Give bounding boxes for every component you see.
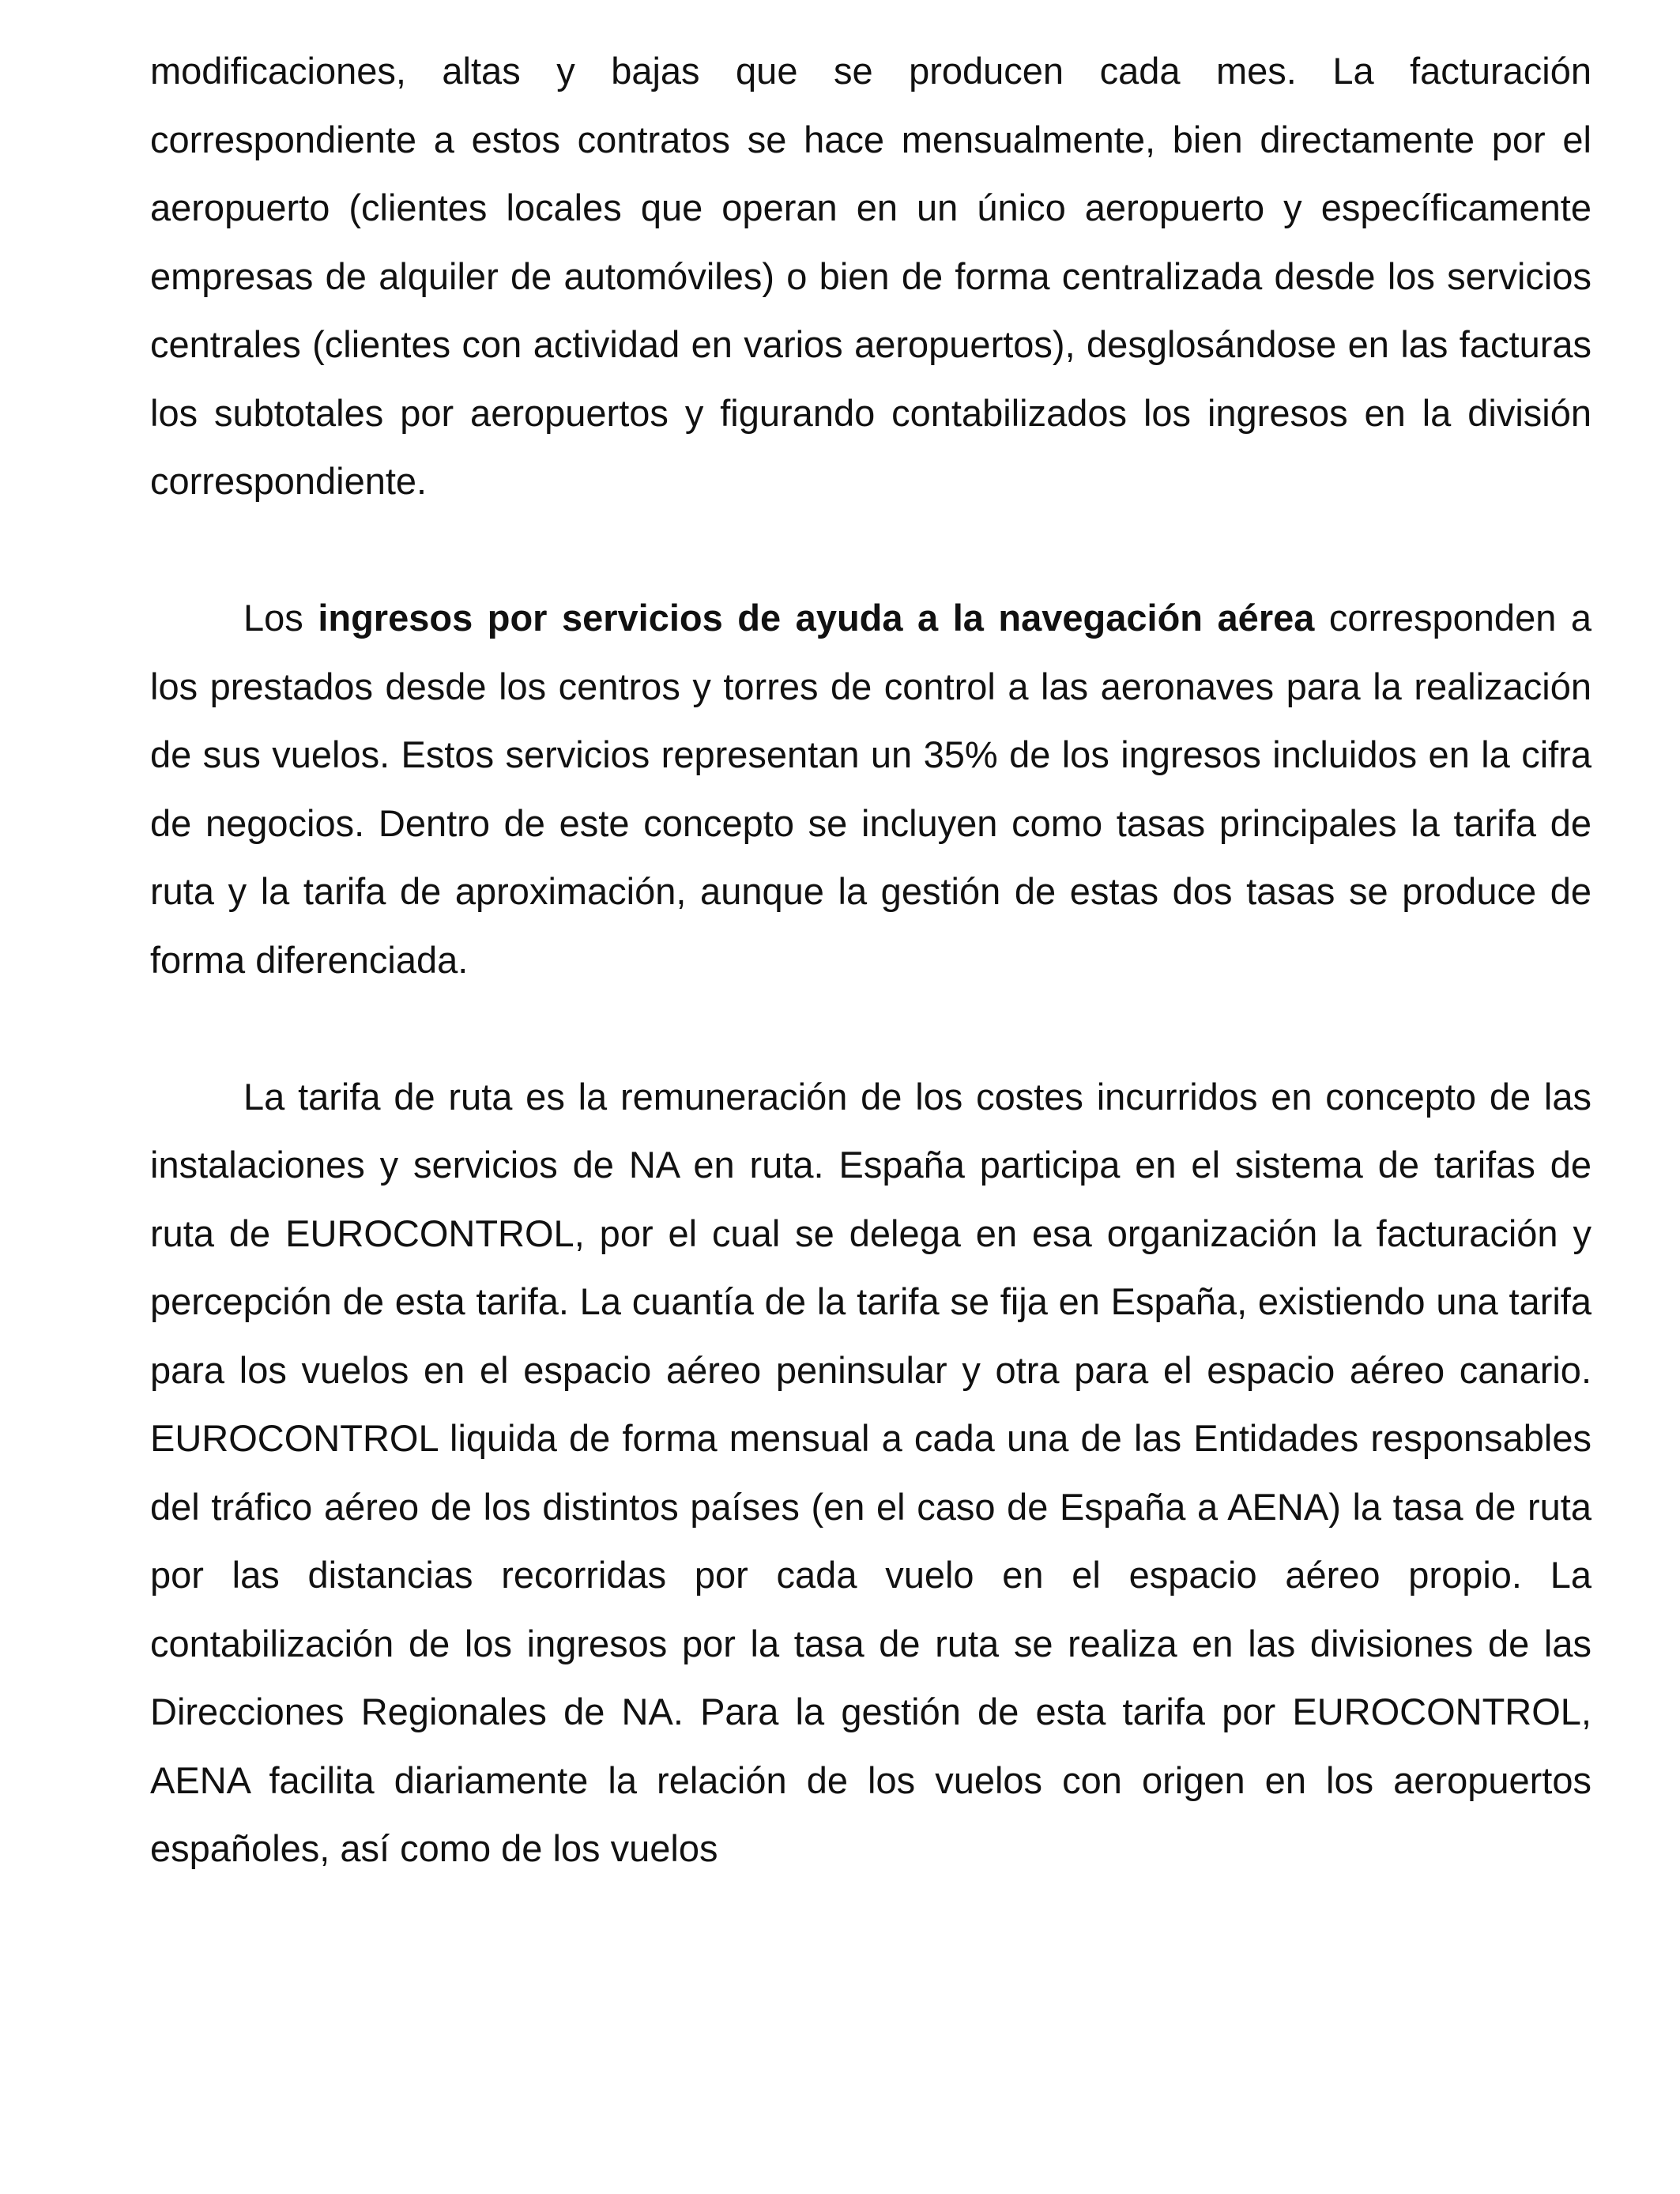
paragraph-spacer (150, 516, 1591, 585)
paragraph-spacer (150, 994, 1591, 1063)
paragraph-text: La tarifa de ruta es la remuneración de los costes incurridos en concepto de las instalaciones y servicios de NA en ruta. España participa en el sistema de tarifas de ruta de EUROCONTROL, por el cual se delega en esa organización la facturación y percepción de esta tarifa. La cuantía de la tarifa se fija en España, existiendo una tarifa para los vuelos en el espacio aéreo peninsular y otra para el espacio aéreo canario. EUROCONTROL liquida de forma mensual a cada una de las Entidades responsables del tráfico aéreo de los distintos países (en el caso de España a AENA) la tasa de ruta por las distancias recorridas por cada vuelo en el espacio aéreo propio. La contabilización de los ingresos por la tasa de ruta se realiza en las divisiones de las Direcciones Regionales de NA. Para la gestión de esta tarifa por EUROCONTROL, AENA facilita diariamente la relación de los vuelos con origen en los aeropuertos españoles, así como de los vuelos (150, 1075, 1591, 1869)
paragraph-text-rest: corresponden a los prestados desde los centros y torres de control a las aeronaves para la realización de sus vuelos. Estos servicios representan un 35% de los ingresos incluidos en la cifra de negocios. Dentro de este concepto se incluyen como tasas principales la tarifa de ruta y la tarifa de aproximación, aunque la gestión de estas dos tasas se produce de forma diferenciada. (150, 597, 1592, 981)
paragraph-contracts-billing (150, 37, 1591, 516)
body-text (150, 37, 1591, 1883)
paragraph-navigation-income (150, 584, 1591, 994)
bold-term-navigation-income: ingresos por servicios de ayuda a la navegación aérea (318, 597, 1315, 639)
paragraph-text-lead: Los (243, 597, 318, 639)
paragraph-text: modificaciones, altas y bajas que se producen cada mes. La facturación correspondiente a estos contratos se hace mensualmente, bien directamente por el aeropuerto (clientes locales que operan en un único aeropuerto y específicamente empresas de alquiler de automóviles) o bien de forma centralizada desde los servicios centrales (clientes con actividad en varios aeropuertos), desglosándose en las facturas los subtotales por aeropuertos y figurando contabilizados los ingresos en la división correspondiente. (150, 50, 1591, 502)
paragraph-route-tariff (150, 1063, 1591, 1883)
